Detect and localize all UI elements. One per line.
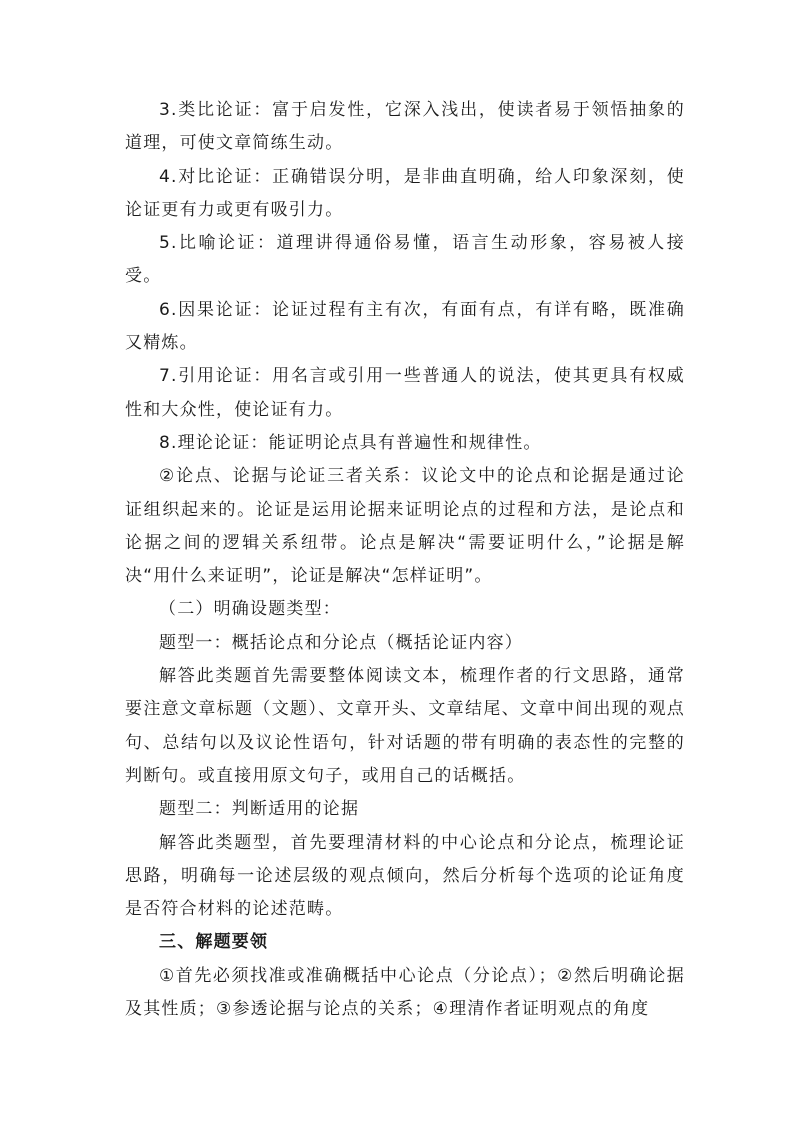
section-heading-question-types: （二）明确设题类型： — [159, 599, 341, 620]
solving-tips-body: ①首先必须找准或准确概括中心论点（分论点）；②然后明确论据及其性质；③参透论据与论点的关系；④理清作者证明观点的角度 — [125, 965, 685, 1020]
paragraph-theory-argument: 8.理论论证：能证明论点具有普遍性和规律性。 — [159, 432, 542, 453]
question-type-two-heading: 题型二：判断适用的论据 — [159, 799, 360, 820]
paragraph-analogy-argument: 3.类比论证：富于启发性，它深入浅出，使读者易于领悟抽象的道理，可使文章简练生动。 — [125, 100, 685, 154]
paragraph-contrast-argument: 4.对比论证：正确错误分明，是非曲直明确，给人印象深刻，使论证更有力或更有吸引力。 — [125, 166, 685, 220]
question-type-two-body: 解答此类题型，首先要理清材料的中心论点和分论点，梳理论证思路，明确每一论述层级的观点倾向，然后分析每个选项的论证角度是否符合材料的论述范畴。 — [125, 832, 685, 920]
document-body — [125, 94, 685, 1026]
paragraph-three-relations: ②论点、论据与论证三者关系：议论文中的论点和论据是通过论证组织起来的。论证是运用论据来证明论点的过程和方法，是论点和论据之间的逻辑关系纽带。论点是解决“需要证明什么，”论据是解决“用什么来证明”，论证是解决“怎样证明”。 — [125, 466, 685, 587]
section-heading-solving-tips: 三、解题要领 — [159, 932, 269, 953]
paragraph-citation-argument: 7.引用论证：用名言或引用一些普通人的说法，使其更具有权威性和大众性，使论证有力。 — [125, 366, 685, 420]
paragraph-causal-argument: 6.因果论证：论证过程有主有次，有面有点，有详有略，既准确又精炼。 — [125, 299, 685, 354]
question-type-one-heading: 题型一：概括论点和分论点（概括论证内容） — [159, 632, 523, 653]
paragraph-metaphor-argument: 5.比喻论证：道理讲得通俗易懂，语言生动形象，容易被人接受。 — [125, 233, 685, 287]
question-type-one-body: 解答此类题首先需要整体阅读文本，梳理作者的行文思路，通常要注意文章标题（文题）、文章开头、文章结尾、文章中间出现的观点句、总结句以及议论性语句，针对话题的带有明确的表态性的完整的判断句。或直接用原文句子，或用自己的话概括。 — [125, 666, 685, 786]
